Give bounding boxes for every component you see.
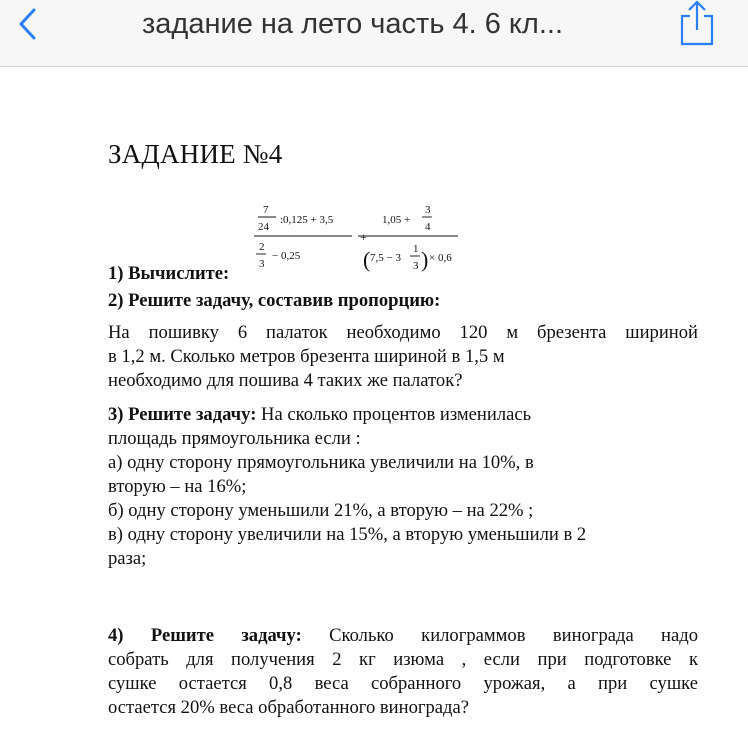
- text-line: в) одну сторону увеличили на 15%, а вторую уменьшили в 2: [108, 524, 587, 545]
- formula-term: 2: [259, 241, 265, 253]
- formula-term: 1: [413, 243, 419, 255]
- document-page: [0, 67, 748, 750]
- page-heading: ЗАДАНИЕ №4: [108, 139, 283, 169]
- formula-term: (: [363, 247, 371, 272]
- formula-term: 24: [258, 221, 269, 233]
- text-line: собрать для получения 2 кг изюма , если при подготовке к: [108, 649, 698, 670]
- text-line: Сколько килограммов винограда надо: [301, 625, 699, 646]
- formula-term: 1,05 +: [382, 214, 411, 226]
- text-line: На пошивку 6 палаток необходимо 120 м брезента шириной: [108, 322, 698, 343]
- task-1-label: 1) Вычислите:: [108, 263, 230, 284]
- formula-term: − 0,25: [272, 250, 301, 262]
- task-2-text: [108, 321, 698, 393]
- formula-term: 3: [425, 204, 431, 216]
- formula-term: 3: [413, 260, 419, 272]
- task-2-label: 2) Решите задачу, составив пропорцию:: [108, 290, 441, 311]
- formula-term: × 0,6: [429, 252, 452, 264]
- text-line: остается 20% веса обработанного винограда?: [108, 697, 470, 718]
- formula-term: 7: [263, 204, 269, 216]
- task-4-text: [108, 624, 698, 720]
- document-title: задание на лето часть 4. 6 кл...: [142, 8, 564, 40]
- task-3-label: 3) Решите задачу:: [108, 404, 257, 425]
- text-line: сушке остается 0,8 веса собранного урожая, а при сушке: [108, 673, 698, 694]
- math-expression: [250, 203, 465, 287]
- formula-term: :0,125 + 3,5: [280, 214, 334, 226]
- formula-term: ): [421, 247, 429, 272]
- task-4-label: 4) Решите задачу:: [108, 625, 302, 646]
- text-line: вторую – на 16%;: [108, 476, 247, 497]
- text-line: раза;: [108, 548, 147, 569]
- share-icon[interactable]: [676, 0, 718, 48]
- text-line: а) одну сторону прямоугольника увеличили на 10%, в: [108, 452, 534, 473]
- formula-term: 4: [425, 221, 431, 233]
- text-line: б) одну сторону уменьшили 21%, а вторую – на 22% ;: [108, 500, 534, 521]
- formula-term: 7,5 − 3: [370, 252, 401, 264]
- chevron-left-icon[interactable]: [10, 4, 44, 44]
- text-line: площадь прямоугольника если :: [108, 428, 361, 449]
- task-3-text: [108, 403, 698, 571]
- formula-term: +: [360, 230, 367, 244]
- formula-term: 3: [259, 258, 265, 270]
- text-line: в 1,2 м. Сколько метров брезента шириной в 1,5 м: [108, 346, 505, 367]
- top-navigation-bar: [0, 0, 748, 67]
- text-line: необходимо для пошива 4 таких же палаток?: [108, 370, 463, 391]
- text-line: На сколько процентов изменилась: [256, 404, 532, 425]
